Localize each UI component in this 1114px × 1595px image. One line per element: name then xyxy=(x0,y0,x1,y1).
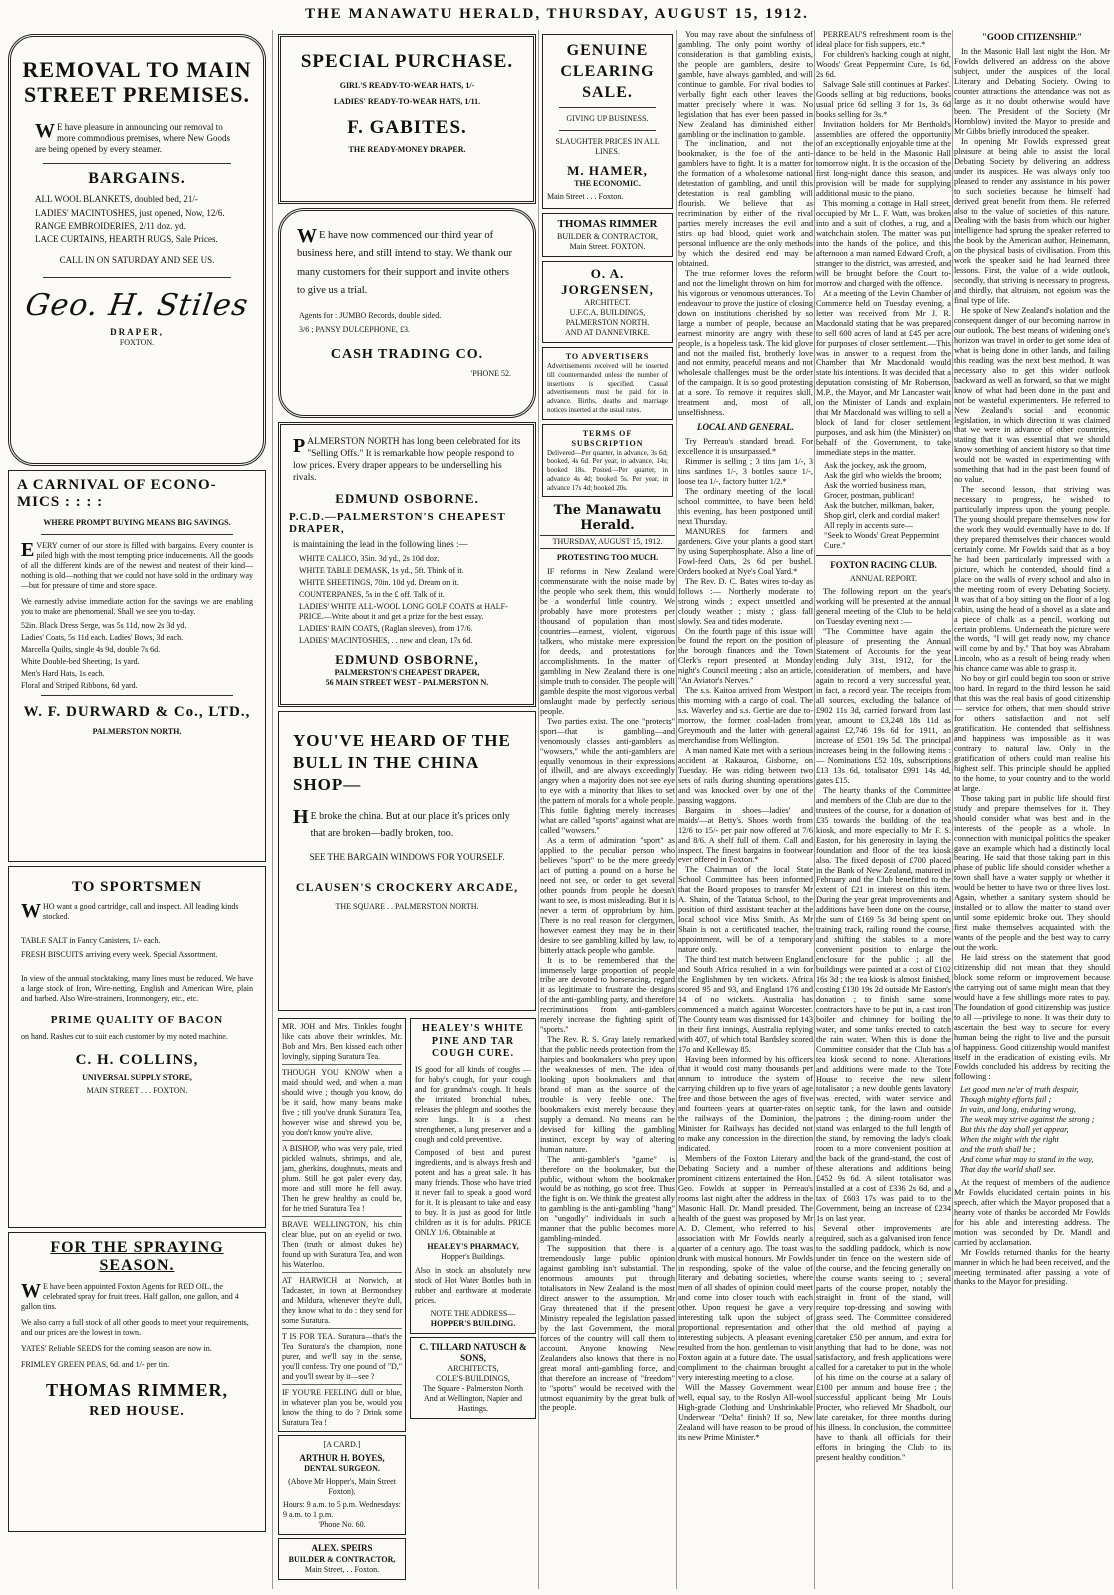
suratura-verse: THOUGH YOU KNOW when a maid should wed, and when a man should wive ; though you know, do be it said, how many beans make five ; till you've drunk Suratura Tea, however wise and shrewd you be, you don't know you're alive. xyxy=(282,1068,402,1141)
spraying-title: FOR THE SPRAYING SEASON. xyxy=(50,1239,224,1275)
boyes-ad xyxy=(278,1435,406,1535)
bargains-title: BARGAINS. xyxy=(88,170,186,188)
hamer-clearing-ad xyxy=(542,34,673,209)
editorial-paragraph: The supposition that there is a tremendously large public opinion against gambling isn't substantial. The enormous amounts put through totalisators in New Zealand is the most direct answer to the assumption. Mr Gray threatened that if the present Ministry repealed the legislation passed by the last Government, the moral forces of the country will call them to account. Anyone knowing New Zealanders also knows that there is no great moral anti-gambling force, and that therefore an increase of "freedom" to "sports" would be received with the utmost equanimity by the great bulk of the people. xyxy=(540,1244,675,1413)
healey-note: NOTE THE ADDRESS— xyxy=(430,1308,516,1318)
racing-paragraph: The hearty thanks of the Committee and members of the Club are due to the trustees of the course, for a donation of £35 towards the building of the tea kiosk, and more especially to Mr F. S. Easton, for his generosity in laying the foundation and floor of the tea kiosk also. The fixed deposit of £700 placed in the Bank of New Zealand, matured in February and the Club benefitted to the extent of £21 in interest on this item. During the year great improvements and additions have been done on the course, the sum of £169 5s 3d being spent on training track, railing round the course, and shifting the stables to a more convenient position to enlarge the enclosure for the public ; all the buildings were painted at a cost of £102 16s 3d ; the tea kiosk is almost finished, costing £130 19s 2d outside Mr Easton's donation ; to finish same some contractors have to be put in, a cast iron boiler and chimney for boiling the water, and some tanks erected to catch the rain water. When this is done the Committee consider that the Club has a tea kiosk second to none. Alterations and additions were made to the Tote House to receive the new silent totalisator ; a new double gents lavatory was erected, with water service and septic tank, for the lawn and outside patrons ; the dining-room under the stand was enlarged to the full length of the stand, by removing the lady's cloak room to a more convenient position at the back of the grand-stand, the cost of these alterations and additions being £452 9s 6d. A silent totalisator was installed at a cost of £336 2s 6d, and a tax of £603 17s was paid to to the Government, being an increase of £234 1s on last year. xyxy=(816,785,951,1223)
bargain-item: LACE CURTAINS, HEARTH RUGS, Sale Prices. xyxy=(35,234,218,245)
fresh-biscuits: FRESH BISCUITS arriving every week. Special Assortment. xyxy=(21,950,218,959)
suratura-verse: AT HARWICH at Norwich, at Tadcaster, in town at Bermondsey and Mildura, whenever they're dull, they know what to do : they send for some Suratura. xyxy=(282,1276,402,1329)
poem-line: Ask the jockey, ask the groom, xyxy=(824,460,927,470)
tillard-trade: ARCHITECTS, xyxy=(447,1364,499,1373)
osborne-item: WHITE CALICO, 35in. 3d yd., 2s 10d doz. xyxy=(299,553,440,563)
citizenship-closing xyxy=(954,1178,1110,1287)
citizenship-paragraph: The second lesson, that striving was necessary to progress, he wished to particularly impress upon the young people. The young should prepare themselves now for the work they would eventually have to do. If they prepared themselves their chances would certainly come. Mr Fowlds said that as a boy he had been particularly impressed with a picture, which he contended, should find a place on the walls of every school and also in the meeting room of every Debating Society. It was that of a boy sitting on the floor of a log cabin, using the head of a shovel as a slate and a piece of chalk as a pencil, working out certain problems. Underneath the picture were the words, "I will get ready now, my chance will come by and by." That boy was Abraham Lincoln, who as a result of being ready when his chance came was able to grasp it. xyxy=(954,485,1110,674)
local-general xyxy=(678,437,813,1442)
suratura-verse: IF YOU'RE FEELING dull or blue, in whatever plan you be, would you know the thing to do ? Drink some Suratura Tea ! xyxy=(282,1388,402,1427)
table-salt: TABLE SALT in Fancy Canisters, 1/- each. xyxy=(21,936,161,945)
editorial-paragraph: The true reformer loves the reform and not the limelight thrown on him for his vigorous or venomous utterances. To endeavour to prove the justice of closing down on institutions cherished by so large a number of people, because an earnest minority are angry with these people, is a hopeless task. The kid glove and not the mailed fist, brotherly love and not enmity, peaceful means and not wholesale challenges must be the order of the campaign. It is so good protesting at a sore. To remove it requires skill, treatment and, most of all, unselfishness. xyxy=(678,268,813,418)
osborne-ad xyxy=(278,422,536,707)
osborne-address: 56 MAIN STREET WEST - PALMERSTON N. xyxy=(325,677,489,687)
poem-line: Ask the butcher, milkman, baker, xyxy=(824,500,935,510)
column-rule xyxy=(952,30,953,1589)
gabites-tag: THE READY-MONEY DRAPER. xyxy=(348,144,466,154)
carnival-body-2: We earnestly advise immediate action for the savings we are enabling you to make are phenomenal. Shall we see you to-day. xyxy=(21,596,253,616)
bacon-heading: PRIME QUALITY OF BACON xyxy=(50,1014,224,1026)
carnival-item: White Double-bed Sheeting, 1s yard. xyxy=(21,656,140,666)
gabites-ad xyxy=(278,34,536,204)
verse-line: The weak may strive against the strong ; xyxy=(960,1115,1095,1125)
jorgensen-address: U.F.C.A. BUILDINGS, PALMERSTON NORTH. xyxy=(565,308,650,328)
cash-agents: Agents for : JUMBO Records, double sided. xyxy=(299,310,442,320)
local-item: A man named Kate met with a serious accident at Rakauroa, Gisborne, on Tuesday. He was riding between two sets of rails during shunting operations and was knocked over by one of the passing waggons. xyxy=(678,745,813,805)
osborne-pcd: P.C.D.—PALMERSTON'S CHEAPEST DRAPER, xyxy=(289,510,506,535)
carnival-item: Men's Hard Hats, 1s each. xyxy=(21,668,105,678)
local-item: PERREAU'S refreshment room is the ideal place for fish suppers, etc.* xyxy=(816,30,951,49)
special-line-1: GIRL'S READY-TO-WEAR HATS, 1/- xyxy=(339,80,475,90)
racing-subtitle: ANNUAL REPORT. xyxy=(849,573,918,583)
osborne-footer-2: PALMERSTON'S CHEAPEST DRAPER, xyxy=(334,667,480,677)
osborne-item: WHITE TABLE DEMASK, 1s yd., 5ft. Think of it. xyxy=(299,565,464,575)
local-continued xyxy=(816,30,951,458)
boyes-phone: 'Phone No. 60. xyxy=(318,1520,366,1530)
racing-paragraph: "The Committee have again the pleasure of presenting the Annual Statement of Accounts for the year ending July 31st, 1912, for the consideration of members, and have again to record a very successful year, in fact, a record year. The receipts from all sources, excluding the balance of £902 11s 3d, carried forward from last year, amount to £3,248 18s 11d as against £2,746 19s 6d for 1911, an increase of £501 19s 5d. The principal increases being in the following items :— Nominations £52 10s, subscriptions £13 13s 6d, totalisator £991 14s 4d, gates £15. xyxy=(816,626,951,785)
frimley-peas: FRIMLEY GREEN PEAS, 6d. and 1/- per tin. xyxy=(21,1359,170,1369)
carnival-item: 52in. Black Dress Serge, was 5s 11d, now 2s 3d yd. xyxy=(21,620,187,630)
osborne-item: COUNTERPANES, 5s in the £ off. Talk of it. xyxy=(299,589,445,599)
poem-line: Grocer, postman, publican! xyxy=(824,490,915,500)
advertisers-title: TO ADVERTISERS xyxy=(565,352,650,362)
rimmer-name: THOMAS RIMMER xyxy=(557,218,658,231)
left-small-ads xyxy=(278,1015,406,1583)
healey-body: IS good for all kinds of coughs — for baby's cough, for your cough and for grandma's cough. It heals the irritated bronchial tubes, releases the phlegm and soothes the sore lungs. It is a chest strengthener, a lung preserver and a cough and cold preventive. xyxy=(415,1064,531,1144)
local-item: For children's hacking cough at night, Woods' Great Peppermint Cure, 1s 6d, 2s 6d. xyxy=(816,49,951,79)
boyes-title: DENTAL SURGEON. xyxy=(304,1464,380,1474)
cash-body: WE have now commenced our third year of business here, and still intend to stay. We thank our many customers for their support and invite others to give us a trial. xyxy=(297,225,512,297)
tillard-name: C. TILLARD NATUSCH & SONS, xyxy=(419,1341,527,1363)
column-2 xyxy=(276,30,538,1589)
local-item: Salvage Sale still continues at Parkes'. Goods selling at big reductions, books usual price 6d selling 3 for 1s, 3s 6d books selling for 3s.* xyxy=(816,79,951,119)
citizenship-paragraph: Those taking part in public life should first study and prepare themselves for it. They should consider what was best and in the interests of the people as a whole. In connection with municipal politics the speaker gave an example which had a distinctly local bearing. He said that those taking part in this phase of public life should consider whether a town shall have a water supply or whether it would be better to have two or three lives lost. Again, whether a sanitary system should be installed or to allow the matter to stand over until some epidemic broke out. They should first make themselves acquainted with the wants of the people and the best way to carry out the work. xyxy=(954,793,1110,953)
removal-intro: WE have pleasure in announcing our removal to more commodious premises, where New Goods are being opened by every steamer. xyxy=(35,119,230,155)
tillard-also: And at Wellington, Napier and Hastings. xyxy=(423,1394,523,1413)
peppermint-poem xyxy=(816,461,951,551)
durward-firm: W. F. DURWARD & Co., LTD., xyxy=(23,703,251,720)
clearing-sub: GIVING UP BUSINESS. xyxy=(566,114,649,124)
hamer-address: Main Street . . . Foxton. xyxy=(547,192,624,202)
local-item: MANURES for farmers and gardeners. Give your plants a good start by using Superphosphate. Also a line of Fowl-feed Oats, 2s 6d per bushel. Orders booked at Nye's Coal Yard.* xyxy=(678,527,813,576)
carnival-item: Marcella Quilts, single 4s 9d, double 7s 6d. xyxy=(21,644,161,654)
editorial-paragraph: It is to be remembered that the immensely large proportion of people tribe are devoted to horseracing, regard it as legitimate to frustrate the designs of the anti-gambling party, and therefore recriminations from anti-gamblers merely increase the fighting spirit of "sports." xyxy=(540,955,675,1035)
racing-paragraph: The following report on the year's working will be presented at the annual general meeting of the Club to be held on Tuesday evening next :— xyxy=(816,586,951,626)
rimmer-spraying-ad xyxy=(8,1232,266,1532)
osborne-item: LADIES' WHITE ALL-WOOL LONG GOLF COATS at HALF-PRICE.—Write about it and get a prize for the best essay. xyxy=(299,601,508,621)
speirs-address: Main Street, . . Foxton. xyxy=(304,1564,380,1574)
clausen-firm: CLAUSEN'S CROCKERY ARCADE, xyxy=(295,879,519,894)
carnival-subtitle: WHERE PROMPT BUYING MEANS BIG SAVINGS. xyxy=(43,517,231,527)
stiles-signature: Geo. H. Stiles xyxy=(23,287,251,323)
citizenship-paragraph: He laid stress on the statement that good citizenship did not mean that they should block some reform or improvement because the carrying out of same might mean that they would have a few shillings more rates to pay. The foundation of good citizenship was justice to all —privilege to none. It was their duty to ascertain the best way to secure for every human being the right to live and the pursuit of happiness. Good citizenship would manifest itself in the eradication of existing evils. Mr Fowlds concluded his address by reciting the following : xyxy=(954,952,1110,1082)
suratura-verse: MR. JOH and Mrs. Tinkles fought like cats above their wrinkles. Mr. Bob and Mrs. Ben kissed each other lovingly, sipping Suratura Tea. xyxy=(282,1022,402,1065)
editorial-paragraph: As a term of admiration "sport" as applied to the peculiar person who believes "sport" to be the mere greedy act of putting a pound on a horse he need not see, or order to get several other pounds from people he doesn't want to see, is most misleading. But it is never a term of opprobrium by him. There is no real reason for clergymen, however earnest they may be in their desire to see gambling killed by law, to bitterly attack people who gamble. xyxy=(540,836,675,955)
citizenship-paragraph: In opening Mr Fowlds expressed great pleasure at being able to assist the local Debating Society by delivering an address under its auspices. He was always only too pleased to render any assistance in his power to such societies because he himself had derived great benefit from them. He referred also to the value of societies of this nature. Dealing with the basis from which our higher intelligence had sprung the speaker referred to the book by the American author, Heinemann, on the physical basis of civilisation. From this work the speaker said he had learned three lessons. First, the value of a wide outlook, secondly, that striving is necessary to progress, and thirdly, that altruism, not egoism was the final type of life. xyxy=(954,136,1110,306)
local-item: The ordinary meeting of the local school committee, to have been held this evening, has been postponed until next Thursday. xyxy=(678,487,813,527)
healey-title: HEALEY'S WHITE PINE AND TAR COUGH CURE. xyxy=(422,1023,524,1059)
call-notice: CALL IN ON SATURDAY AND SEE US. xyxy=(59,255,215,266)
healey-ad xyxy=(410,1018,536,1334)
column-4 xyxy=(678,30,813,1589)
healey-pharmacy: HEALEY'S PHARMACY, xyxy=(427,1241,519,1251)
verse-line: Though mighty efforts fail ; xyxy=(960,1095,1052,1105)
carnival-item: Floral and Striped Ribbons, 6d yard. xyxy=(21,680,138,690)
subscription-title: TERMS OF SUBSCRIPTION xyxy=(571,428,644,448)
osborne-body: PALMERSTON NORTH has long been celebrated for its "Selling Offs." It is remarkable how people respond to low prices. Every draper appears to be underselling his rivals. xyxy=(293,435,521,483)
clearing-slaughter: SLAUGHTER PRICES IN ALL LINES. xyxy=(555,137,660,157)
suratura-verse: A BISHOP, who was very pale, tried pickled walnuts, shrimps, and ale, jam, gherkins, doughnuts, meats and plum. Still he got paler every day, more and still more he fell away. Then he grew healthy as could be, for he tried Suratura Tea ! xyxy=(282,1144,402,1217)
poem-line: "Seek to Woods' Great Peppermint Cure." xyxy=(824,530,940,550)
column-1 xyxy=(6,30,268,1589)
editorial-paragraph: The Rev. R. S. Gray lately remarked that the public needs protection from the harpies and bookmakers who prey upon the weaknesses of men. The idea of looking upon bookmakers and that brand of man as the source of the trouble is very feeble one. The bookmakers exist merely because they supply a demand. No means can be devised for killing the gambling instinct, except by way of altering human nature. xyxy=(540,1035,675,1154)
racing-report xyxy=(816,587,951,1463)
rimmer-house: RED HOUSE. xyxy=(89,1404,185,1420)
local-item: The s.s. Kaitoa arrived from Westport this morning with a cargo of coal. The s.s. Waverley and s.s. Gertie are due to-morrow, the former coal-laden from Greymouth and the latter with general merchandise from Wellington. xyxy=(678,686,813,746)
stiles-removal-ad xyxy=(8,34,266,466)
column-rule xyxy=(676,30,677,1589)
hamer-tag: THE ECONOMIC. xyxy=(574,179,641,189)
gabites-firm: F. GABITES. xyxy=(347,116,467,138)
collins-ad xyxy=(8,866,266,1228)
removal-title: REMOVAL TO MAIN STREET PREMISES. xyxy=(22,57,252,108)
editorial-title: PROTESTING TOO MUCH. xyxy=(556,553,659,563)
healey-address: HOPPER'S BUILDING. xyxy=(430,1318,516,1328)
bull-body: HE broke the china. But at our place it's prices only that are broken—badly broken, too. xyxy=(293,806,510,840)
durward-ad xyxy=(8,470,266,862)
collins-firm: C. H. COLLINS, xyxy=(75,1052,199,1068)
durward-town: PALMERSTON NORTH. xyxy=(92,726,182,736)
healey-body-2: Composed of best and purest ingredients, and is always fresh and potent and has a great sale. It has many friends. Those who have tried it never fail to speak a good word for it. It is pleasant to take and easy to buy. It is just as good for little children as it is for adults. PRICE ONLY 1/6. Obtainable at xyxy=(415,1147,531,1237)
sportsmen-body: WHO want a good cartridge, call and inspect. All leading kinds stocked. xyxy=(21,900,239,922)
editorial-paragraph: You may rave about the sinfulness of gambling. The only point worthy of consideration is that gambling exists, the people are gamblers, desire to gamble, have always gambled, and will continue to gamble. For rival bodies to verbally fight each other leaves the matter precisely where it was. No legislation that has ever been passed in New Zealand has diminished either gambling or the inclination to gamble. xyxy=(678,30,813,139)
local-item: Members of the Foxton Literary and Debating Society and a number of prominent citizens entertained the Hon. Geo. Fowlds at supper in Perreau's rooms last night after the address in the Masonic Hall. Dr. Mandl presided. The health of the guest was proposed by Mr A. D. Clement, who referred to his association with Mr Fowlds nearly a quarter of a century ago. The toast was drunk with musical honours. Mr Fowlds in responding, spoke of the value of literary and debating societies, where men of all shades of opinion could meet and come into closer touch with each other. Upon request he gave a very interesting talk upon the subject of proportional representation and other interesting subjects. A pleasant evening resulted from the hon. gentleman to visit Foxton again at a future date. The usual compliment to the chairman brought a very interesting meeting to a close. xyxy=(678,1154,813,1383)
bull-title: YOU'VE HEARD OF THE BULL IN THE CHINA SHOP— xyxy=(293,731,511,795)
editorial-paragraph: The anti-gambler's "game" is therefore on the bookmaker, but the public, without whom the bookmaker would be as nothing, go scot free. Thus the fight is on. We think the greatest ally to gambling is the anti-gambling "hang" on "ungodly" individuals in such a manner that the public becomes more gambling-minded. xyxy=(540,1154,675,1244)
advertisers-body: Advertisements received will be inserted till countermanded unless the number of insertions is specified. Casual advertisements must be paid for in advance. Births, deaths and marriage notices inserted at the usual rates. xyxy=(547,362,668,414)
verse-line: and the truth shall be ; xyxy=(960,1145,1036,1155)
verse-line: When the might with the right xyxy=(960,1135,1059,1145)
boyes-address: (Above Mr Hopper's, Main Street Foxton). xyxy=(288,1477,396,1497)
herald-title: The Manawatu Herald. xyxy=(553,503,662,534)
healey-buildings: Hopper's Buildings. xyxy=(441,1251,505,1261)
boyes-card: [A CARD.] xyxy=(323,1440,361,1449)
local-item: Having been informed by his officers that it would cost many thousands per annum to introduce the system of carrying children up to five years of age free and those between the ages of five and fourteen years at quarter-rates on the railways of the Dominion, the Minister for Railways has decided not to make any concession in the direction indicated. xyxy=(678,1054,813,1154)
suratura-ads xyxy=(278,1018,406,1432)
citizenship-paragraph: No boy or girl could begin too soon or strive too hard. In regard to the third lesson he said that this was the real basis of good citizenship — service for others, that men should strive for others satisfaction and not self gratification. He contended that selfishness and happiness was impossible as it was contrary to natural law. Only in the gratification of others could man realise his highest self. This principle should be applied to the home, to your country and to the world at large. xyxy=(954,674,1110,793)
sportsmen-title: TO SPORTSMEN xyxy=(72,879,202,895)
local-item: The Rev. D. C. Bates wires to-day as follows :— Northerly moderate to strong winds ; expect unsettled and cloudy weather ; misty ; glass fall slowly. Sea and tides moderate. xyxy=(678,576,813,626)
boyes-hours: Hours: 9 a.m. to 5 p.m. Wednesdays: 9 a.m. to 1 p.m. xyxy=(283,1500,401,1520)
column-3 xyxy=(540,30,675,1589)
bargain-item: RANGE EMBROIDERIES, 2/11 doz. yd. xyxy=(35,220,186,231)
collins-address: MAIN STREET . . . FOXTON. xyxy=(86,1086,188,1095)
local-item: Bargains in shoes—ladies' and maids'—at Betty's. Shoes worth from 12/6 to 15/- per pair now offered at 7/6 and 8/6. A shelf full of them. Call and inspect. The finest bargains in footwear ever offered in Foxton.* xyxy=(678,805,813,865)
local-item: Will the Massey Government wear well, equal say, to the Roslyn All-wool High-grade Clothing and Unshrinkable Underwear "Delta" finish? If so, New Zealand will have reason to be proud of its new Prime Minister.* xyxy=(678,1382,813,1442)
poem-line: Shop girl, clerk and cordial maker! xyxy=(824,510,941,520)
column-rule xyxy=(814,30,815,1589)
bargain-item: ALL WOOL BLANKETS, doubled bed, 21/- xyxy=(35,194,198,205)
rimmer-builder-ad xyxy=(542,213,673,257)
osborne-item: LADIES' RAIN COATS, (Raglan sleeves), from 17/6. xyxy=(299,623,473,633)
verse-line: But this the day shall yet appear, xyxy=(960,1125,1069,1135)
hamer-firm: M. HAMER, xyxy=(567,163,648,179)
citizenship-paragraph: In the Masonic Hall last night the Hon. Mr Fowlds delivered an address on the above subject, under the auspices of the local Literary and Debating Society. Owing to counter attractions the attendance was not as large as it no doubt otherwise would have been. The President of the Society (Mr Hornblow) invited the Mayor to preside and Mr Gibbs briefly introduced the speaker. xyxy=(954,47,1110,136)
rimmer-trade: BUILDER & CONTRACTOR, xyxy=(557,232,658,242)
speirs-ad xyxy=(278,1538,406,1579)
cash-phone: 'PHONE 52. xyxy=(470,368,511,378)
citizenship-verse xyxy=(954,1085,1110,1175)
suratura-verse: T IS FOR TEA. Suratura—that's the Tea Suratura's the champion, none purer, and we'll say in the sense, you'll confess. Try one pound of "D," and you'll swear by it—see ? xyxy=(282,1332,402,1385)
rimmer-address: Main Street. FOXTON. xyxy=(569,242,646,252)
citizenship-paragraph: At the request of members of the audience Mr Fowlds elucidated certain points in his speech, after which the Mayor proposed that a hearty vote of thanks be accorded Mr Fowlds for his able and interesting address. The motion was seconded by Dr. Mandl and carried by acclamation. xyxy=(954,1177,1110,1247)
jorgensen-ad xyxy=(542,261,673,343)
spraying-body: WE have been appointed Foxton Agents for RED OIL, the celebrated spray for fruit trees. Half gallon, one gallon, and 4 gallon tins. xyxy=(21,1279,239,1311)
speirs-trade: BUILDER & CONTRACTOR, xyxy=(288,1554,396,1564)
verse-line: In vain, and long, enduring wrong, xyxy=(960,1105,1076,1115)
editorial-paragraph: IF reforms in New Zealand were commensurate with the noise made by the people who seek them, this would be a wonderful little country. We probably have more protesters per thousand of population than most countries—earnest, violent, vigorous talkers, who mistake mere expression for deeds, and protestations for accomplishments. In the matter of gambling in New Zealand there is one simple truth to consider. The people will gamble despite the most vigorous verbal onslaught made by perfectly serious people. xyxy=(540,567,675,716)
cash-firm: CASH TRADING CO. xyxy=(330,346,484,362)
poem-line: Ask the worried business man, xyxy=(824,480,927,490)
suratura-verse: BRAVE WELLINGTON, his chin clear blue, put on an eyelid or two. Then (truth or almost dukes he) found up with Suratura Tea, and won his Waterloo. xyxy=(282,1220,402,1273)
editorial xyxy=(540,567,675,1413)
jorgensen-trade: ARCHITECT. xyxy=(584,298,631,308)
racing-title: FOXTON RACING CLUB. xyxy=(816,555,951,571)
local-item: At a meeting of the Levin Chamber of Commerce held on Tuesday evening, a letter was received from Mr J. R. Macdonald stating that he was prepared to sell 600 acres of land at £45 per acre for purposes of closer settlement.—This was in answer to a request from the Chamber that Mr Macdonald would state his intentions. It was decided that a deputation consisting of Mr Robertson, M.P., the Mayor, and Mr Lancaster wait on the Minister of Lands and explain that Mr Macdonald was willing to sell a block of land for closer settlement purposes, and ask him (the Minister) on behalf of the Government, to take immediate steps in the matter. xyxy=(816,288,951,458)
tillard-address: The Square - Palmerston North xyxy=(423,1384,523,1393)
editorial-paragraph: Two parties exist. The one "protects" sport—that is gambling—and venomously classes anti-gamblers as "wowsers," while the anti-gamblers are equally venomous in their expressions of illwill, and are always exceedingly angry when a majority does not see eye to eye with a minority that likes to set the pattern of morals for a whole people. This futile fighting merely increases what are called "sports" against what are called "wowsers." xyxy=(540,716,675,836)
cash-trading-ad xyxy=(278,208,536,418)
carnival-item: Ladies' Coats, 5s 11d each. Ladies' Bows, 3d each. xyxy=(21,632,184,642)
local-item: Try Perreau's standard bread. For excellence it is unsurpassed.* xyxy=(678,437,813,457)
bull-see: SEE THE BARGAIN WINDOWS FOR YOURSELF. xyxy=(309,852,505,863)
special-title: SPECIAL PURCHASE. xyxy=(300,51,514,72)
carnival-title: A CARNIVAL OF ECONO- MICS : : : : xyxy=(17,477,217,511)
rimmer-firm: THOMAS RIMMER, xyxy=(46,1379,228,1400)
local-item: Rimmer is selling ; 3 tins jam 1/-, 3 tins sardines 1/-, 3 bottles sauce 1/-, loose tea 1/-, factory butter 1/2.* xyxy=(678,457,813,487)
advertisers-notice xyxy=(542,347,673,420)
herald-date: THURSDAY, AUGUST 15, 1912. xyxy=(540,535,675,549)
verse-line: Let good men ne'er of truth despair, xyxy=(960,1085,1079,1095)
local-item: Invitation holders for Mr Berthold's assemblies are offered the opportunity of an exceptionally enjoyable time at the dance to be held in the Masonic Hall tomorrow night. It is the occasion of the first long-night dance this season, and provision will be made for supplying additional music to the piano. xyxy=(816,119,951,199)
poem-line: Ask the girl who wields the broom; xyxy=(824,470,942,480)
local-item: This morning a cottage in Hall street, occupied by Mr L. F. Watt, was broken into and a suit of clothes, a rug, and a watchchain stolen. The matter was put into the hands of the police, and this afternoon a man named Edward Croft, a stranger to the district, was arrested, and will be brought before the Court to-morrow and charged with the offence. xyxy=(816,199,951,288)
citizenship-paragraph: Mr Fowlds returned thanks for the hearty manner in which he had been received, and the meeting terminated after passing a vote of thanks to the Mayor for presiding. xyxy=(954,1247,1110,1287)
special-line-2: LADIES' READY-TO-WEAR HATS, 1/11. xyxy=(333,96,481,106)
local-item: On the fourth page of this issue will be found the report on the position of the borough finances and the Town Clerk's report presented at Monday night's Council meeting ; also an article, "An Aviator's Nerves." xyxy=(678,626,813,686)
right-small-ads xyxy=(410,1015,536,1583)
healey-also: Also in stock an absolutely new stock of Hot Water Bottles both in rubber and earthware at moderate prices. xyxy=(415,1265,531,1305)
clausen-ad xyxy=(278,711,536,1011)
cash-pansy: 3/6 ; PANSY DULCEPHONE, £3. xyxy=(299,324,410,334)
stiles-town: FOXTON. xyxy=(119,337,155,347)
osborne-lead: is maintaining the lead in the following lines :— xyxy=(293,538,468,549)
subscription-body: Delivered—Per quarter, in advance, 3s 6d; booked, 4s 6d. Per year, in advance, 14s; booked 18s. Posted—Per quarter, in advance 4s 4d; booked 5s. Per year, in advance 17s 4d; booked 20s. xyxy=(547,448,668,492)
editorial-continued xyxy=(678,30,813,418)
speirs-name: ALEX. SPEIRS xyxy=(311,1543,373,1554)
local-item: The Chairman of the local State School Committee has been informed that the Board proposes to transfer Mr A. Shain, of the Tatatua School, to the position of third assistant teacher at the local school vice Miss Smith. As Mr Shain is not a certificated teacher, the appointment, will be of a temporary nature only. xyxy=(678,865,813,955)
tillard-ad xyxy=(410,1337,536,1420)
racing-paragraph: Several other improvements are required, such as a galvanised iron fence to the saddling paddock, which is now under tin fence on the western side of the course, and the fencing generally on the course wants seeing to ; several parts of the course proper, notably the straight in front of the stand, will require top-dressing and sowing with grass seed. The Committee considered that the old method of paying a caretaker £50 per annum, and extra for anything that had to be done, was not satisfactory, and fresh applications were called for a caretaker to put in the whole of his time on the course at a salary of £100 per annum and house free ; the successful applicant being Mr Louis Procter, who relieved Mr Shadbolt, our late caretaker, for three months during his illness. In conclusion, the committee have to thank all officials for their efforts in bringing the Club to its present healthy condition." xyxy=(816,1223,951,1462)
osborne-item: WHITE SHEETINGS, 70in. 10d yd. Dream on it. xyxy=(299,577,459,587)
bargain-item: LADIES' MACINTOSHES, just opened, Now, 12/6. xyxy=(35,207,225,218)
masthead: THE MANAWATU HERALD, THURSDAY, AUGUST 15, 1912. xyxy=(305,6,809,22)
verse-line: That day the world shall see. xyxy=(960,1165,1056,1174)
column-6 xyxy=(954,30,1110,1589)
column-rule xyxy=(538,30,539,1589)
column-5 xyxy=(816,30,951,1589)
editorial-paragraph: The inclination, and not the bookmaker, is the foe of the anti-gamblers have to fight. It is a matter for the formation of a wholesome national detestation of gambling, and until this detestation is real gambling will flourish. We believe that as recrimination by either of the rival parties merely increases the evil and stirs up bad blood, quiet work and personal influence are the only methods by which the desired end may be obtained. xyxy=(678,139,813,268)
local-item: The third test match between England and South Africa resulted in a win for the Englishmen by ten wickets. Africa scored 95 and 93, and England 176 and 14 of no wickets. Australia has commenced a match against Worcester. The County team was dismissed for 143 in their first innings, Australia replying with 407, of which total Bardsley scored 17o and Kelleway 85. xyxy=(678,954,813,1054)
lower-ads-row xyxy=(278,1015,536,1583)
citizenship-paragraph: He spoke of New Zealand's isolation and the consequent danger of our becoming narrow in our outlook. The best means of widening one's horizon was travel in order to get some idea of what is being done in other lands, and failing this reading was the next best method. It was necessary also to get this wider outlook backward as well as forward, so that we might know of what had been done in the past and not be wasteful experimenters. He referred to New Zealand's social and economic legislation, in which direction it was claimed that we were in advance of other countries, stating that it was essential that we should know something of ancient history so that time would not be wasted in experimenting with something that had in the past been found of no value. xyxy=(954,306,1110,485)
clausen-address: THE SQUARE . . PALMERSTON NORTH. xyxy=(335,901,479,911)
column-rule xyxy=(272,30,273,1589)
collins-store: UNIVERSAL SUPPLY STORE, xyxy=(82,1073,192,1082)
subscription-notice xyxy=(542,424,673,498)
clearing-title: GENUINE CLEARING SALE. xyxy=(560,42,655,101)
poem-line: All reply in accents sure— xyxy=(824,520,913,530)
yates-seeds: YATES' Reliable SEEDS for the coming season are now in. xyxy=(21,1343,212,1353)
carnival-body: EVERY corner of our store is filled with bargains. Every counter is piled high with the most tempting price inducements. All the goods of all the different kinds are of the newest and neatest of their kind—nothing is old—nothing that we could not have sold in the ordinary way—but for pressure of time and store space. xyxy=(21,538,253,590)
osborne-item: LADIES' MACINTOSHES, . . new and clean, 17s 6d. xyxy=(299,635,473,645)
citizenship-article xyxy=(954,47,1110,1082)
local-title: LOCAL AND GENERAL. xyxy=(696,422,795,433)
osborne-footer: EDMUND OSBORNE, xyxy=(335,651,479,667)
jorgensen-name: O. A. JORGENSEN, xyxy=(561,266,654,298)
stocktaking-note: In view of the annual stocktaking, many lines must be reduced. We have a large stock of Iron, Wire-netting, English and American Wire, plain and barbed. Also Wire-strainers, Ironmongery, etc., etc. xyxy=(21,974,253,1003)
verse-line: And come what may to stand in the way, xyxy=(960,1155,1094,1165)
citizenship-title: "GOOD CITIZENSHIP." xyxy=(981,32,1083,42)
boyes-name: ARTHUR H. BOYES, xyxy=(299,1453,385,1463)
jorgensen-also: AND AT DANNEVIRKE. xyxy=(565,328,650,338)
stiles-trade: DRAPER, xyxy=(110,326,164,337)
bacon-note: on hand. Rashes cut to suit each customer by my noted machine. xyxy=(21,1032,228,1041)
spraying-body-2: We also carry a full stock of all other goods to meet your requirements, and our prices are the lowest in town. xyxy=(21,1317,249,1337)
osborne-name: EDMUND OSBORNE. xyxy=(335,490,479,506)
tillard-buildings: COLE'S BUILDINGS, xyxy=(436,1374,510,1383)
